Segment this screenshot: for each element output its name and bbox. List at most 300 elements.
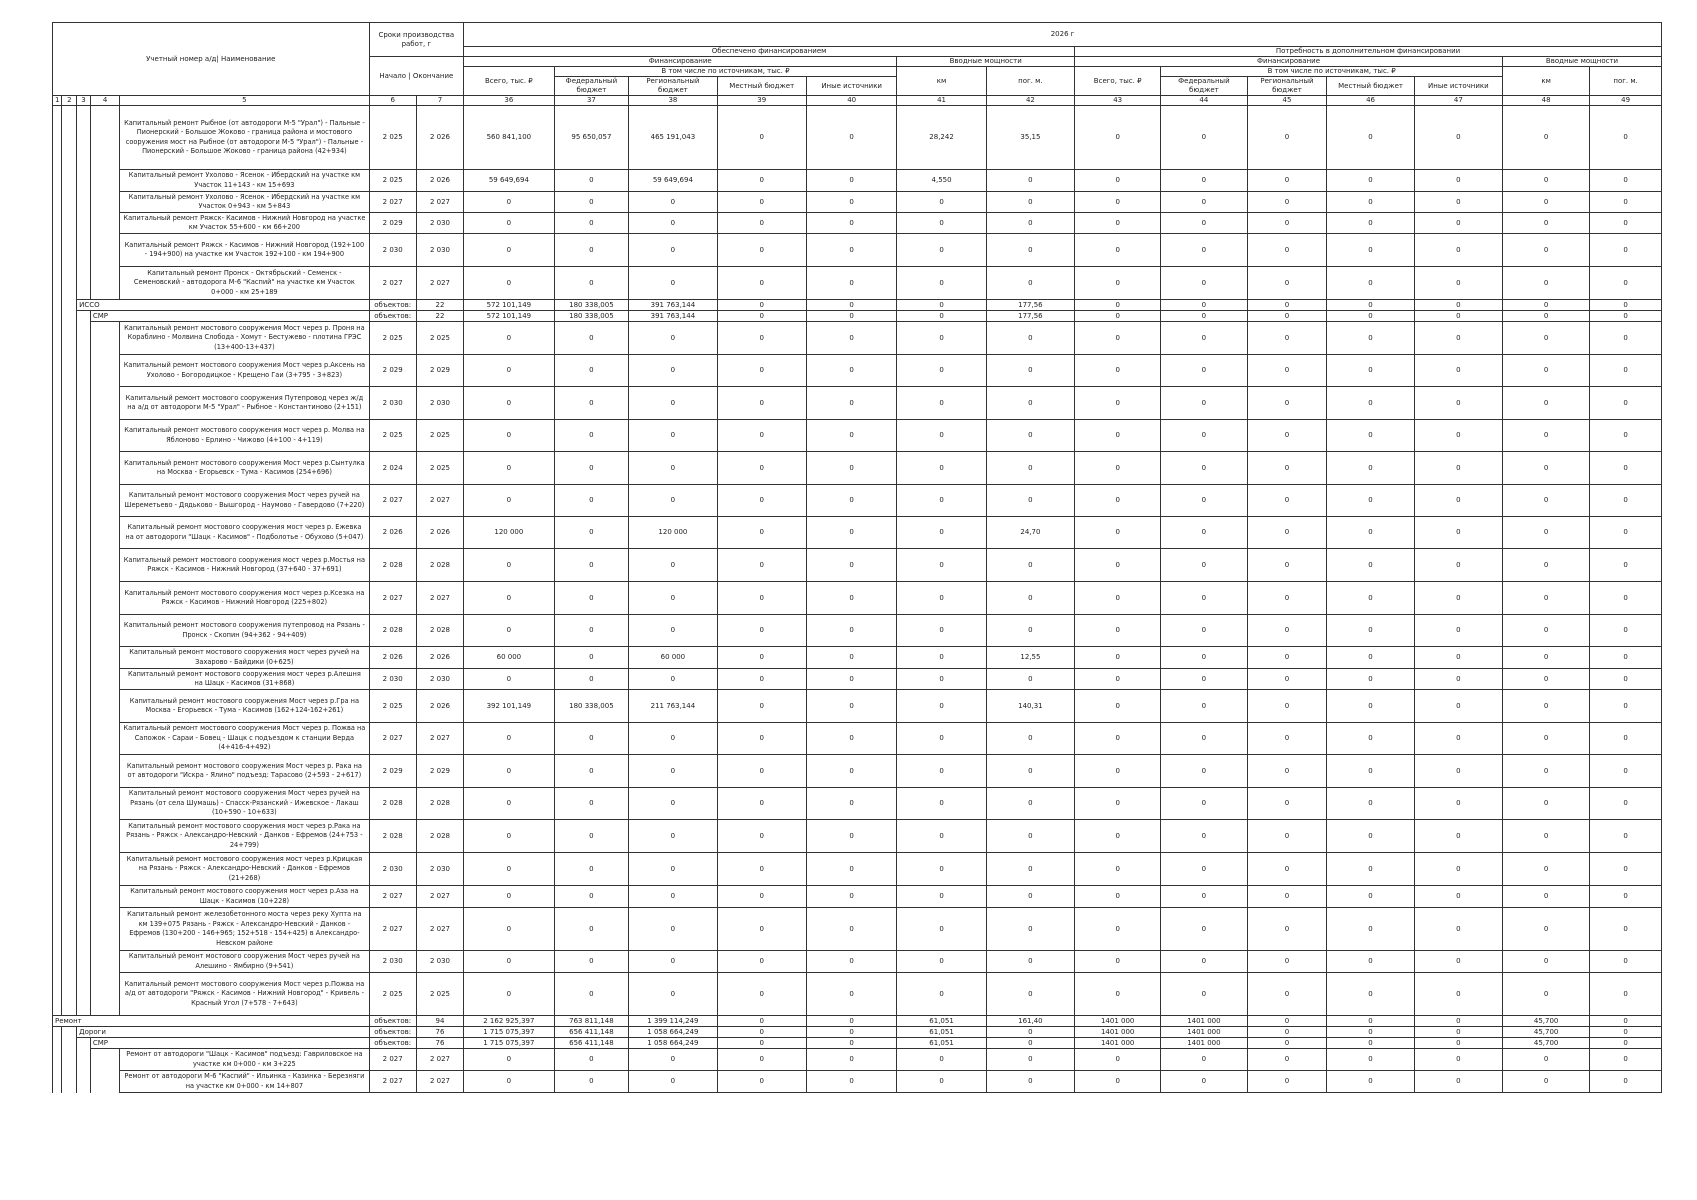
value-cell: 1 399 114,249 [629, 1016, 717, 1027]
table-row [53, 788, 1662, 820]
value-cell: 4,550 [897, 170, 986, 192]
value-cell: 0 [464, 951, 554, 973]
object-name: Капитальный ремонт мостового сооружения мост через р.Крицкая на Рязань - Ряжск - Александро-Невский - Данков - Ефремов (21+268) [120, 853, 369, 886]
value-cell: 0 [629, 549, 717, 582]
value-cell: 0 [986, 755, 1074, 788]
column-number: 2 [62, 96, 77, 106]
value-cell: 0 [1247, 723, 1327, 755]
value-cell: 0 [464, 485, 554, 517]
value-cell: 0 [806, 213, 896, 234]
header-year: 2026 г [464, 23, 1662, 47]
indent-cell [90, 788, 119, 820]
indent-cell [62, 908, 77, 951]
value-cell: 0 [1327, 723, 1414, 755]
value-cell: 0 [986, 951, 1074, 973]
value-cell: 0 [717, 582, 806, 615]
value-cell: 0 [1075, 549, 1161, 582]
indent-cell [90, 582, 119, 615]
indent-cell [53, 690, 62, 723]
value-cell: 45,700 [1503, 1016, 1590, 1027]
table-row [53, 973, 1662, 1016]
value-cell: 0 [1414, 755, 1502, 788]
column-numbers-row [53, 96, 1662, 106]
value-cell: 0 [717, 820, 806, 853]
value-cell: 0 [717, 1071, 806, 1093]
value-cell: 0 [717, 517, 806, 549]
value-cell: 0 [1247, 170, 1327, 192]
end-year: 2 026 [416, 106, 463, 170]
indent-cell [62, 788, 77, 820]
value-cell: 0 [1161, 723, 1247, 755]
value-cell: 0 [806, 452, 896, 485]
indent-cell [77, 192, 91, 213]
value-cell: 0 [1327, 908, 1414, 951]
objects-count: 22 [416, 300, 463, 311]
value-cell: 180 338,005 [554, 300, 629, 311]
value-cell: 0 [1075, 322, 1161, 355]
indent-cell [90, 234, 119, 267]
value-cell: 0 [629, 322, 717, 355]
table-row [53, 853, 1662, 886]
summary-row-remont [53, 1016, 1662, 1027]
table-row [53, 355, 1662, 387]
value-cell: 45,700 [1503, 1027, 1590, 1038]
value-cell: 0 [1075, 300, 1161, 311]
value-cell: 0 [1327, 615, 1414, 647]
value-cell: 120 000 [629, 517, 717, 549]
value-cell: 0 [717, 690, 806, 723]
indent-cell [77, 647, 91, 669]
object-name: Ремонт от автодороги М-6 "Каспий" - Ильинка - Казинка - Березняги на участке км 0+000 - км 14+807 [120, 1071, 369, 1093]
indent-cell [77, 213, 91, 234]
start-year: 2 025 [369, 973, 416, 1016]
value-cell: 0 [1075, 234, 1161, 267]
value-cell: 0 [554, 615, 629, 647]
value-cell: 0 [554, 788, 629, 820]
group-label: Дороги [77, 1027, 369, 1038]
indent-cell [53, 973, 62, 1016]
value-cell: 0 [1161, 908, 1247, 951]
start-year: 2 027 [369, 192, 416, 213]
value-cell: 0 [717, 311, 806, 322]
value-cell: 0 [806, 300, 896, 311]
value-cell: 0 [1590, 1038, 1662, 1049]
table-row [53, 452, 1662, 485]
value-cell: 1401 000 [1075, 1016, 1161, 1027]
indent-cell [62, 387, 77, 420]
value-cell: 0 [1247, 853, 1327, 886]
value-cell: 0 [554, 908, 629, 951]
indent-cell [77, 517, 91, 549]
value-cell: 0 [717, 192, 806, 213]
value-cell: 0 [1075, 820, 1161, 853]
indent-cell [77, 908, 91, 951]
group-label: СМР [90, 1038, 369, 1049]
indent-cell [90, 517, 119, 549]
indent-cell [53, 267, 62, 300]
value-cell: 0 [1247, 615, 1327, 647]
indent-cell [77, 420, 91, 452]
value-cell: 0 [1161, 886, 1247, 908]
value-cell: 0 [1590, 267, 1662, 300]
object-name: Капитальный ремонт мостового сооружения мост через р. Ежевка на от автодороги "Шацк - Касимов" - Подболотье - Обухово (5+047) [120, 517, 369, 549]
column-number: 38 [629, 96, 717, 106]
value-cell: 0 [1503, 1071, 1590, 1093]
value-cell: 61,051 [897, 1038, 986, 1049]
indent-cell [62, 615, 77, 647]
value-cell: 0 [1161, 387, 1247, 420]
indent-cell [62, 267, 77, 300]
value-cell: 0 [1414, 420, 1502, 452]
value-cell: 0 [464, 234, 554, 267]
value-cell: 0 [1590, 420, 1662, 452]
value-cell: 0 [1414, 267, 1502, 300]
value-cell: 0 [897, 452, 986, 485]
value-cell: 0 [806, 420, 896, 452]
table-row [53, 690, 1662, 723]
value-cell: 0 [717, 452, 806, 485]
value-cell: 0 [1414, 1027, 1502, 1038]
value-cell: 0 [1590, 690, 1662, 723]
indent-cell [77, 311, 91, 322]
indent-cell [77, 106, 91, 170]
indent-cell [53, 1027, 62, 1038]
value-cell: 572 101,149 [464, 311, 554, 322]
object-name: Капитальный ремонт мостового сооружения мост через р.Аза на Шацк - Касимов (10+228) [120, 886, 369, 908]
value-cell: 572 101,149 [464, 300, 554, 311]
header-need-km: км [1503, 67, 1590, 96]
value-cell: 0 [1414, 951, 1502, 973]
value-cell: 0 [1590, 106, 1662, 170]
header-account-name: Учетный номер а/д| Наименование [53, 23, 370, 96]
value-cell: 0 [1075, 908, 1161, 951]
indent-cell [90, 267, 119, 300]
value-cell: 0 [464, 886, 554, 908]
value-cell: 0 [1414, 192, 1502, 213]
value-cell: 0 [986, 452, 1074, 485]
value-cell: 0 [897, 788, 986, 820]
value-cell: 0 [1247, 582, 1327, 615]
value-cell: 0 [1503, 669, 1590, 690]
indent-cell [90, 951, 119, 973]
value-cell: 0 [806, 106, 896, 170]
objects-count: 76 [416, 1038, 463, 1049]
value-cell: 0 [1590, 322, 1662, 355]
indent-cell [62, 485, 77, 517]
value-cell: 0 [1161, 973, 1247, 1016]
start-year: 2 025 [369, 170, 416, 192]
value-cell: 0 [1590, 755, 1662, 788]
value-cell: 0 [1075, 615, 1161, 647]
value-cell: 0 [717, 420, 806, 452]
value-cell: 0 [717, 387, 806, 420]
value-cell: 0 [629, 1071, 717, 1093]
value-cell: 0 [1503, 355, 1590, 387]
value-cell: 60 000 [629, 647, 717, 669]
value-cell: 0 [1590, 1071, 1662, 1093]
value-cell: 0 [1161, 853, 1247, 886]
value-cell: 0 [897, 582, 986, 615]
indent-cell [53, 420, 62, 452]
value-cell: 0 [1503, 1049, 1590, 1071]
end-year: 2 030 [416, 951, 463, 973]
value-cell: 0 [554, 973, 629, 1016]
indent-cell [77, 387, 91, 420]
start-year: 2 025 [369, 106, 416, 170]
column-number: 48 [1503, 96, 1590, 106]
value-cell: 0 [1414, 549, 1502, 582]
value-cell: 0 [1247, 213, 1327, 234]
indent-cell [53, 322, 62, 355]
summary-row-dorogi [53, 1027, 1662, 1038]
objects-label: объектов: [369, 1016, 416, 1027]
column-number: 39 [717, 96, 806, 106]
value-cell: 0 [464, 669, 554, 690]
value-cell: 0 [1075, 690, 1161, 723]
value-cell: 0 [717, 234, 806, 267]
value-cell: 60 000 [464, 647, 554, 669]
value-cell: 0 [1327, 106, 1414, 170]
value-cell: 0 [629, 420, 717, 452]
column-number: 42 [986, 96, 1074, 106]
value-cell: 0 [1327, 485, 1414, 517]
value-cell: 0 [1161, 300, 1247, 311]
end-year: 2 025 [416, 973, 463, 1016]
value-cell: 0 [1590, 300, 1662, 311]
value-cell: 0 [1161, 485, 1247, 517]
end-year: 2 027 [416, 886, 463, 908]
value-cell: 0 [1503, 106, 1590, 170]
start-year: 2 030 [369, 234, 416, 267]
value-cell: 0 [1503, 853, 1590, 886]
indent-cell [62, 420, 77, 452]
table-row [53, 106, 1662, 170]
value-cell: 0 [806, 1027, 896, 1038]
value-cell: 0 [1503, 300, 1590, 311]
object-name: Капитальный ремонт мостового сооружения Путепровод через ж/д на а/д от автодороги М-5 "Урал" - Рыбное - Константиново (2+151) [120, 387, 369, 420]
value-cell: 0 [986, 387, 1074, 420]
value-cell: 0 [1075, 452, 1161, 485]
table-row [53, 213, 1662, 234]
value-cell: 0 [897, 267, 986, 300]
value-cell: 0 [986, 355, 1074, 387]
value-cell: 0 [1503, 170, 1590, 192]
value-cell: 0 [717, 267, 806, 300]
header-pm: пог. м. [986, 67, 1074, 96]
value-cell: 0 [1503, 690, 1590, 723]
value-cell: 0 [986, 1038, 1074, 1049]
value-cell: 0 [629, 615, 717, 647]
start-year: 2 025 [369, 322, 416, 355]
column-number: 1 [53, 96, 62, 106]
header-secured: Обеспечено финансированием [464, 47, 1075, 57]
indent-cell [77, 690, 91, 723]
start-year: 2 029 [369, 355, 416, 387]
start-year: 2 026 [369, 517, 416, 549]
value-cell: 0 [897, 755, 986, 788]
value-cell: 0 [554, 355, 629, 387]
value-cell: 0 [806, 485, 896, 517]
value-cell: 763 811,148 [554, 1016, 629, 1027]
header-need: Потребность в дополнительном финансировании [1075, 47, 1662, 57]
value-cell: 0 [464, 755, 554, 788]
value-cell: 0 [1414, 788, 1502, 820]
indent-cell [62, 300, 77, 311]
value-cell: 0 [986, 1027, 1074, 1038]
indent-cell [53, 723, 62, 755]
value-cell: 0 [717, 973, 806, 1016]
value-cell: 0 [1590, 1049, 1662, 1071]
value-cell: 0 [1414, 582, 1502, 615]
value-cell: 0 [897, 908, 986, 951]
value-cell: 0 [806, 755, 896, 788]
indent-cell [62, 234, 77, 267]
value-cell: 0 [1503, 192, 1590, 213]
value-cell: 0 [554, 951, 629, 973]
value-cell: 0 [1247, 647, 1327, 669]
value-cell: 0 [1247, 1016, 1327, 1027]
value-cell: 61,051 [897, 1016, 986, 1027]
value-cell: 1401 000 [1161, 1038, 1247, 1049]
header-other: Иные источники [806, 77, 896, 96]
value-cell: 0 [1590, 908, 1662, 951]
value-cell: 0 [1247, 1027, 1327, 1038]
indent-cell [90, 647, 119, 669]
value-cell: 1401 000 [1075, 1038, 1161, 1049]
value-cell: 0 [554, 420, 629, 452]
value-cell: 0 [1590, 788, 1662, 820]
value-cell: 0 [806, 582, 896, 615]
value-cell: 0 [717, 615, 806, 647]
column-number: 44 [1161, 96, 1247, 106]
value-cell: 0 [1247, 322, 1327, 355]
indent-cell [90, 213, 119, 234]
header-need-capacities: Вводные мощности [1503, 57, 1662, 67]
end-year: 2 025 [416, 420, 463, 452]
value-cell: 0 [986, 820, 1074, 853]
value-cell: 0 [897, 647, 986, 669]
objects-label: объектов: [369, 1027, 416, 1038]
table-row [53, 647, 1662, 669]
value-cell: 0 [1503, 582, 1590, 615]
indent-cell [62, 311, 77, 322]
value-cell: 0 [806, 820, 896, 853]
indent-cell [77, 788, 91, 820]
indent-cell [77, 267, 91, 300]
value-cell: 0 [1414, 234, 1502, 267]
value-cell: 0 [897, 387, 986, 420]
value-cell: 180 338,005 [554, 311, 629, 322]
start-year: 2 030 [369, 853, 416, 886]
header-need-total: Всего, тыс. ₽ [1075, 67, 1161, 96]
end-year: 2 027 [416, 267, 463, 300]
value-cell: 0 [1590, 669, 1662, 690]
end-year: 2 026 [416, 690, 463, 723]
value-cell: 0 [1590, 234, 1662, 267]
start-year: 2 025 [369, 690, 416, 723]
indent-cell [77, 723, 91, 755]
value-cell: 0 [554, 886, 629, 908]
objects-label: объектов: [369, 311, 416, 322]
value-cell: 0 [897, 549, 986, 582]
column-number: 5 [120, 96, 369, 106]
indent-cell [53, 549, 62, 582]
start-year: 2 027 [369, 1071, 416, 1093]
indent-cell [53, 170, 62, 192]
value-cell: 0 [554, 723, 629, 755]
value-cell: 0 [464, 615, 554, 647]
value-cell: 0 [1075, 311, 1161, 322]
value-cell: 0 [1247, 517, 1327, 549]
value-cell: 0 [1590, 213, 1662, 234]
value-cell: 0 [1414, 647, 1502, 669]
value-cell: 0 [554, 1049, 629, 1071]
value-cell: 0 [1161, 1049, 1247, 1071]
indent-cell [90, 485, 119, 517]
indent-cell [62, 723, 77, 755]
indent-cell [77, 886, 91, 908]
value-cell: 0 [1414, 300, 1502, 311]
end-year: 2 027 [416, 1071, 463, 1093]
column-number: 7 [416, 96, 463, 106]
value-cell: 0 [986, 1071, 1074, 1093]
value-cell: 0 [1327, 690, 1414, 723]
indent-cell [77, 669, 91, 690]
value-cell: 0 [986, 973, 1074, 1016]
indent-cell [90, 192, 119, 213]
object-name: Капитальный ремонт мостового сооружения Мост через ручей на Шереметьево - Дядьково - Вышгород - Наумово - Гавердово (7+220) [120, 485, 369, 517]
end-year: 2 028 [416, 549, 463, 582]
indent-cell [62, 669, 77, 690]
value-cell: 0 [554, 213, 629, 234]
value-cell: 0 [717, 1027, 806, 1038]
table-row [53, 267, 1662, 300]
start-year: 2 027 [369, 1049, 416, 1071]
indent-cell [90, 973, 119, 1016]
table-row [53, 234, 1662, 267]
value-cell: 0 [464, 452, 554, 485]
value-cell: 0 [1327, 1071, 1414, 1093]
indent-cell [77, 549, 91, 582]
object-name: Капитальный ремонт мостового сооружения мост через р.Рака на Рязань - Ряжск - Александро-Невский - Данков - Ефремов (24+753 - 24+799) [120, 820, 369, 853]
value-cell: 0 [1590, 1016, 1662, 1027]
value-cell: 0 [1075, 267, 1161, 300]
value-cell: 0 [1075, 951, 1161, 973]
value-cell: 0 [1590, 192, 1662, 213]
value-cell: 1 058 664,249 [629, 1027, 717, 1038]
value-cell: 0 [1590, 517, 1662, 549]
value-cell: 0 [629, 908, 717, 951]
value-cell: 0 [897, 973, 986, 1016]
indent-cell [77, 485, 91, 517]
value-cell: 211 763,144 [629, 690, 717, 723]
start-year: 2 027 [369, 485, 416, 517]
value-cell: 0 [629, 951, 717, 973]
value-cell: 0 [1247, 311, 1327, 322]
value-cell: 0 [986, 723, 1074, 755]
value-cell: 2 162 925,397 [464, 1016, 554, 1027]
value-cell: 0 [986, 170, 1074, 192]
end-year: 2 029 [416, 355, 463, 387]
value-cell: 0 [1075, 420, 1161, 452]
value-cell: 0 [1503, 886, 1590, 908]
value-cell: 0 [1075, 1049, 1161, 1071]
header-need-financing: Финансирование [1075, 57, 1503, 67]
indent-cell [53, 755, 62, 788]
value-cell: 0 [1503, 213, 1590, 234]
value-cell: 0 [717, 1038, 806, 1049]
value-cell: 0 [1161, 549, 1247, 582]
